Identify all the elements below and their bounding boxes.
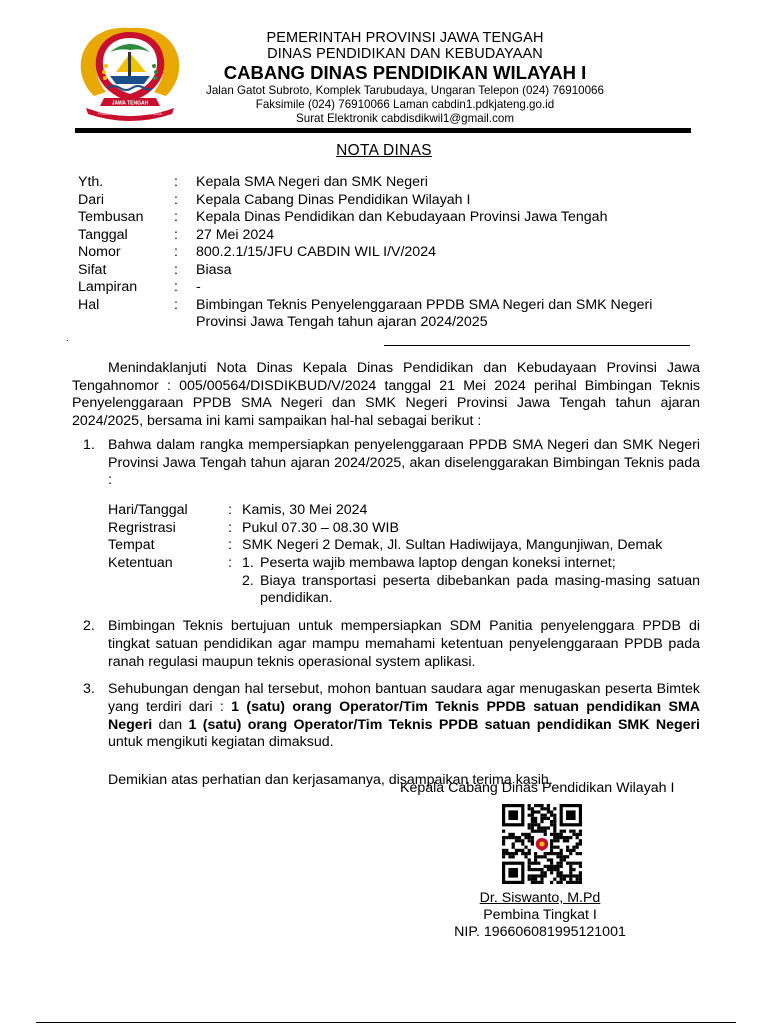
list-number: 1. (83, 436, 95, 453)
schedule-label: Ketentuan (108, 555, 173, 572)
letterhead-line-2: DINAS PENDIDIKAN DAN KEBUDAYAAN (267, 46, 543, 62)
schedule-value: SMK Negeri 2 Demak, Jl. Sultan Hadiwijaya, Mangunjiwan, Demak (242, 537, 663, 554)
letterhead-email: Surat Elektronik cabdisdikwil1@gmail.com (296, 112, 514, 125)
field-row-lampiran (78, 279, 698, 297)
field-value: 800.2.1/15/JFU CABDIN WIL I/V/2024 (196, 244, 436, 260)
field-row-yth (78, 174, 698, 192)
schedule-label: Tempat (108, 537, 155, 554)
field-label: Sifat (78, 261, 107, 278)
field-colon: : (174, 209, 178, 225)
field-value: - (196, 279, 201, 295)
signer-block (440, 890, 640, 941)
logo-motto: PRASETYA ULAH SAKTI BHAKTI PRAJA (98, 112, 162, 116)
schedule-table (108, 502, 700, 608)
document-title: NOTA DINAS (336, 142, 432, 159)
intro-paragraph: Menindaklanjuti Nota Dinas Kepala Dinas Pendidikan dan Kebudayaan Provinsi Jawa Tengahnomor : 005/00564/DISDIKBUD/V/2024 tanggal 21 Mei 2024 perihal Bimbingan Teknis Penyelenggaraan PPDB SMA Negeri dan SMK Negeri Provinsi Jawa Tengah tahun ajaran 2024/2025, bersama ini kami sampaikan hal-hal sebagai berikut : (72, 360, 700, 430)
item3-text-2: dan (152, 716, 189, 733)
qr-code-signature (502, 804, 582, 884)
schedule-row (108, 555, 700, 608)
field-label: Lampiran (78, 279, 138, 295)
field-value: Biasa (196, 261, 232, 278)
field-label: Yth. (78, 174, 104, 190)
fields-divider (384, 345, 690, 346)
schedule-row (108, 520, 700, 538)
schedule-colon: : (228, 501, 232, 518)
field-value: Bimbingan Teknis Penyelenggaraan PPDB SMA Negeri dan SMK Negeri Provinsi Jawa Tengah tahun ajaran 2024/2025 (196, 296, 653, 330)
schedule-value: Kamis, 30 Mei 2024 (242, 501, 368, 518)
stray-dot: . (66, 333, 69, 344)
letterhead (190, 30, 620, 126)
schedule-label: Hari/Tanggal (108, 501, 188, 518)
jawa-tengah-emblem-logo (76, 22, 184, 126)
list-item-1 (72, 437, 700, 608)
field-label: Nomor (78, 244, 121, 260)
signer-name: Dr. Siswanto, M.Pd (479, 890, 601, 906)
letterhead-fax: Faksimile (024) 76910066 Laman cabdin1.pdkjateng.go.id (255, 98, 555, 111)
signer-nip: NIP. 196606081995121001 (454, 924, 626, 940)
field-colon: : (174, 261, 178, 278)
field-row-hal (78, 297, 698, 332)
field-colon: : (174, 279, 178, 295)
list-number: 2. (83, 618, 95, 635)
schedule-value: Pukul 07.30 – 08.30 WIB (242, 519, 399, 536)
field-colon: : (174, 226, 178, 243)
schedule-colon: : (228, 519, 232, 536)
field-colon: : (174, 191, 178, 208)
field-row-tanggal (78, 227, 698, 245)
ketentuan-text: Peserta wajib membawa laptop dengan koneksi internet; (260, 555, 616, 572)
field-row-dari (78, 192, 698, 210)
schedule-row (108, 502, 700, 520)
ketentuan-item (242, 555, 700, 573)
ketentuan-number: 1. (242, 555, 254, 572)
closing-paragraph: Demikian atas perhatian dan kerjasamanya, disampaikan terima kasih. (108, 772, 553, 789)
field-label: Tembusan (78, 209, 144, 225)
ketentuan-number: 2. (242, 572, 254, 589)
field-colon: : (174, 296, 178, 313)
item3-bold-1: 1 (satu) orang Operator/Tim Teknis PPDB satuan pendidikan SMA Negeri (108, 698, 701, 733)
field-value: Kepala Dinas Pendidikan dan Kebudayaan Provinsi Jawa Tengah (196, 209, 608, 225)
ketentuan-item (242, 573, 700, 608)
schedule-colon: : (228, 537, 232, 554)
list-item-2 (72, 618, 700, 671)
field-row-sifat (78, 262, 698, 280)
field-value: Kepala Cabang Dinas Pendidikan Wilayah I (196, 191, 471, 208)
signature-position: Kepala Cabang Dinas Pendidikan Wilayah I (400, 780, 675, 796)
schedule-colon: : (228, 555, 232, 572)
letterhead-address: Jalan Gatot Subroto, Komplek Tarubudaya, Ungaran Telepon (024) 76910066 (206, 84, 604, 97)
field-label: Dari (78, 191, 105, 208)
memo-fields (78, 174, 698, 332)
ketentuan-list (242, 555, 700, 608)
item3-text-1: Sehubungan dengan hal tersebut, mohon bantuan saudara agar menugaskan peserta Bimtek yang terdiri dari : (108, 681, 700, 715)
list-item-text: Bahwa dalam rangka mempersiapkan penyelenggaraan PPDB SMA Negeri dan SMK Negeri Provinsi Jawa Tengah tahun ajaran 2024/2025, akan diselenggarakan Bimbingan Teknis pada : (108, 436, 700, 489)
ketentuan-text: Biaya transportasi peserta dibebankan pada masing-masing satuan pendidikan. (260, 572, 700, 607)
item3-bold-2: 1 (satu) orang Operator/Tim Teknis PPDB satuan pendidikan SMK Negeri (188, 716, 701, 733)
bottom-border (36, 1022, 736, 1023)
schedule-row (108, 537, 700, 555)
logo-text: JAWA TENGAH (111, 100, 149, 107)
item3-text-3: untuk mengikuti kegiatan dimaksud. (108, 734, 334, 751)
letterhead-divider (75, 128, 691, 133)
signer-rank: Pembina Tingkat I (483, 907, 597, 923)
memo-body (72, 360, 700, 790)
list-item-text (108, 681, 700, 752)
field-row-tembusan (78, 209, 698, 227)
letterhead-office-name: CABANG DINAS PENDIDIKAN WILAYAH I (223, 62, 587, 83)
letterhead-line-1: PEMERINTAH PROVINSI JAWA TENGAH (266, 30, 544, 46)
list-number: 3. (83, 681, 95, 698)
list-item-3 (72, 681, 700, 752)
list-item-text: Bimbingan Teknis bertujuan untuk mempersiapkan SDM Panitia penyelenggara PPDB di tingkat satuan pendidikan agar mampu memahami ketentuan penyelenggaraan PPDB pada ranah regulasi maupun teknis operasional system aplikasi. (108, 618, 700, 670)
field-colon: : (174, 244, 178, 260)
list-item-body (108, 437, 700, 608)
field-label: Tanggal (78, 226, 128, 243)
field-value: Kepala SMA Negeri dan SMK Negeri (196, 174, 428, 190)
field-label: Hal (78, 296, 100, 313)
field-colon: : (174, 174, 178, 190)
field-value: 27 Mei 2024 (196, 226, 275, 243)
field-row-nomor (78, 244, 698, 262)
schedule-label: Regristrasi (108, 519, 176, 536)
